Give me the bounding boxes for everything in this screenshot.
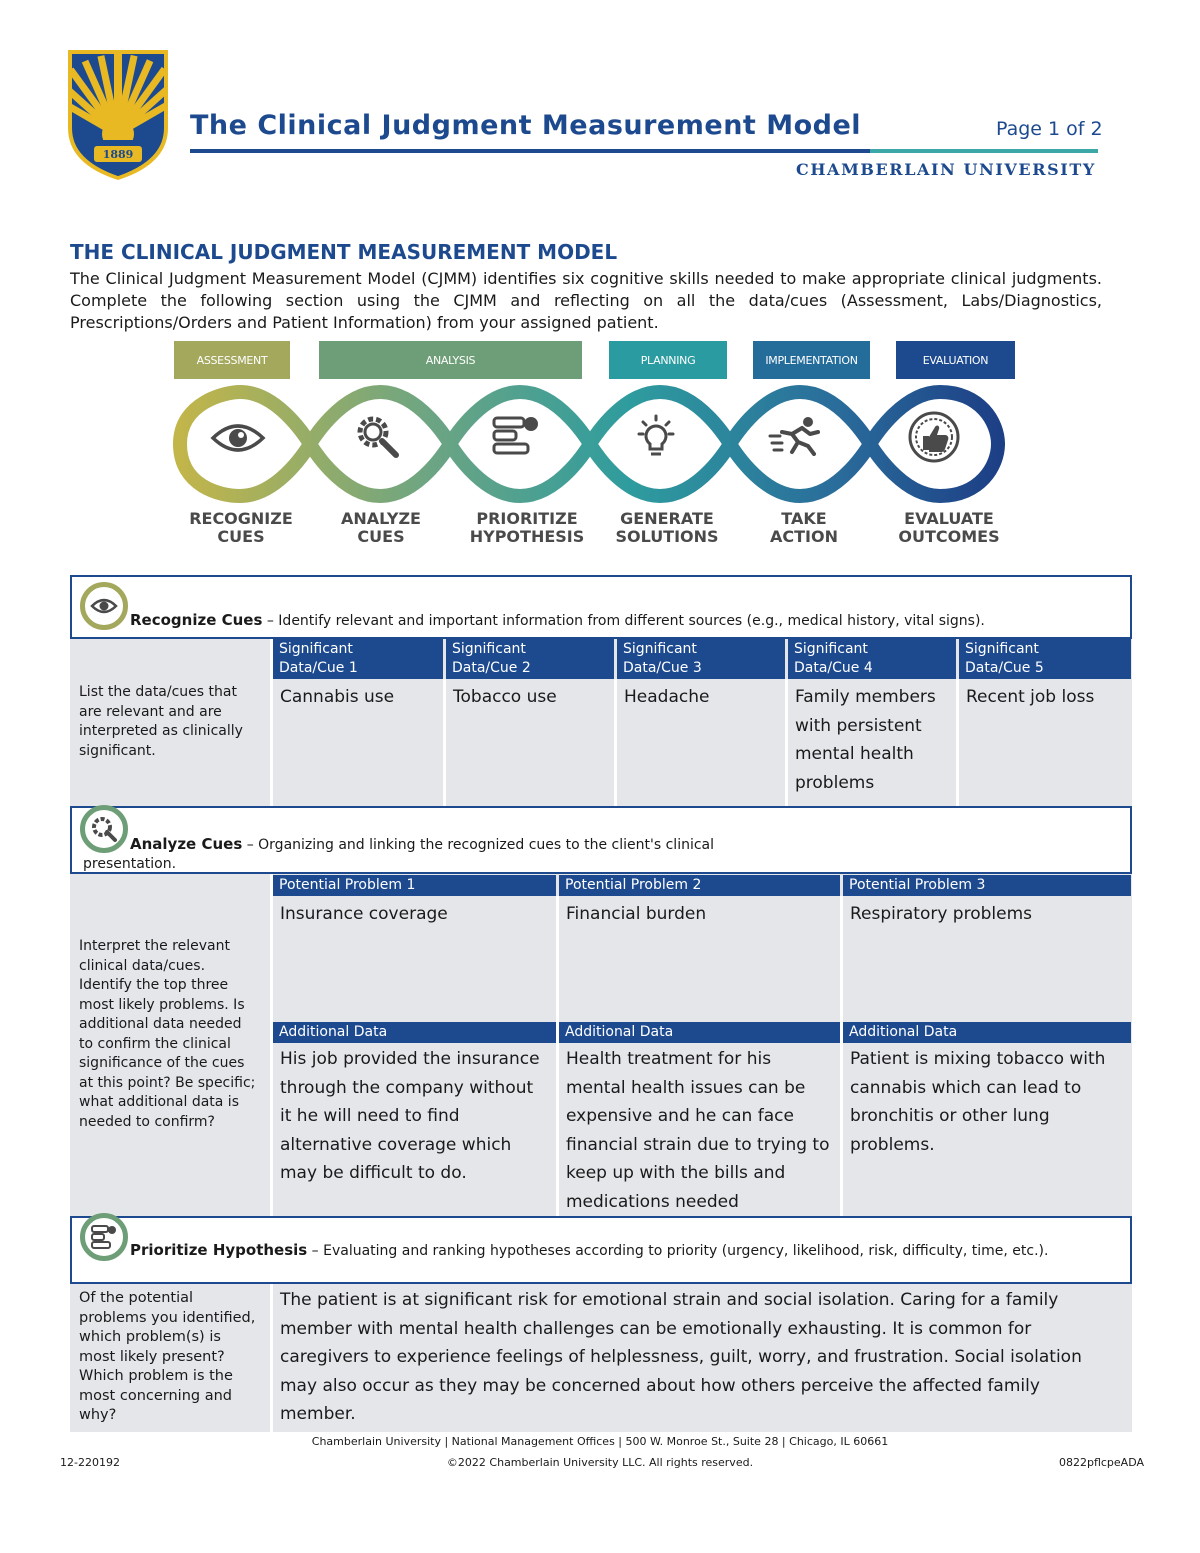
analyze-cues-title: Analyze Cues (130, 835, 243, 853)
problem-1-header: Potential Problem 1 (273, 875, 556, 896)
cue-1-value[interactable]: Cannabis use (273, 681, 443, 714)
cue-4-header: Significant Data/Cue 4 (788, 639, 956, 679)
footer-copyright: ©2022 Chamberlain University LLC. All rights reserved. (446, 1456, 754, 1469)
crest-year: 1889 (102, 148, 134, 161)
ranked-list-icon (492, 416, 540, 456)
phase-planning: PLANNING (609, 341, 727, 379)
phase-assessment: ASSESSMENT (174, 341, 290, 379)
grid-divider (614, 679, 617, 806)
section-heading: THE CLINICAL JUDGMENT MEASUREMENT MODEL (70, 240, 618, 264)
eye-icon (210, 420, 266, 456)
analyze-cues-prompt: Interpret the relevant clinical data/cues. Identify the top three most likely problems. Is additional data needed to confirm the clinical significance of the cues at this point? Be specific; what additional data is needed to confirm? (79, 938, 256, 1130)
eye-icon (90, 597, 118, 615)
additional-data-3-value[interactable]: Patient is mixing tobacco with cannabis which can lead to bronchitis or other lung problems. (843, 1043, 1131, 1161)
grid-divider (956, 679, 959, 806)
intro-paragraph: The Clinical Judgment Measurement Model (CJMM) identifies six cognitive skills needed to make appropriate clinical judgments. Complete the following section using the CJMM and reflecting on all the data/cues (Assessment, Labs/Diagnostics, Prescriptions/Orders and Patient Information) from your assigned patient. (70, 269, 1102, 332)
phase-analysis: ANALYSIS (319, 341, 582, 379)
problem-3-value[interactable]: Respiratory problems (843, 898, 1131, 931)
recognize-cues-title: Recognize Cues (130, 611, 263, 629)
thumbs-up-icon (906, 410, 962, 464)
cue-1-header: Significant Data/Cue 1 (273, 639, 443, 679)
recognize-cues-description: Recognize Cues – Identify relevant and important information from different sources (e.g., medical history, vital signs). (130, 611, 985, 629)
document-title: The Clinical Judgment Measurement Model (190, 110, 862, 141)
problem-1-value[interactable]: Insurance coverage (273, 898, 556, 931)
step-generate-solutions: GENERATE SOLUTIONS (615, 509, 719, 546)
prioritize-hypothesis-prompt: Of the potential problems you identified, which problem(s) is most likely present? Which problem is the most concerning and why? (79, 1290, 256, 1423)
university-crest (66, 48, 170, 182)
problem-2-header: Potential Problem 2 (559, 875, 840, 896)
prioritize-hypothesis-title: Prioritize Hypothesis (130, 1241, 308, 1259)
grid-divider (443, 679, 446, 806)
step-take-action: TAKE ACTION (770, 509, 838, 546)
grid-divider (556, 896, 559, 1216)
prioritize-hypothesis-description: Prioritize Hypothesis – Evaluating and ranking hypotheses according to priority (urgency, likelihood, risk, difficulty, time, etc.). (130, 1241, 1049, 1259)
recognize-cues-badge (80, 582, 128, 630)
cue-2-value[interactable]: Tobacco use (446, 681, 614, 714)
runner-icon (768, 416, 824, 456)
additional-data-2-value[interactable]: Health treatment for his mental health issues can be expensive and he can face financial strain due to trying to keep up with the bills and medications needed (559, 1043, 840, 1218)
additional-data-1-header: Additional Data (273, 1022, 556, 1043)
problem-3-header: Potential Problem 3 (843, 875, 1131, 896)
step-analyze-cues: ANALYZE CUES (341, 509, 421, 546)
gear-magnifier-icon (354, 413, 400, 459)
footer-code-right: 0822pflcpeADA (1058, 1456, 1144, 1469)
university-name: CHAMBERLAIN UNIVERSITY (796, 160, 1096, 179)
footer-code-left: 12-220192 (60, 1456, 120, 1469)
grid-divider (785, 679, 788, 806)
step-recognize-cues: RECOGNIZE CUES (189, 509, 293, 546)
lightbulb-icon (633, 414, 679, 458)
additional-data-3-header: Additional Data (843, 1022, 1131, 1043)
step-prioritize-hypothesis: PRIORITIZE HYPOTHESIS (469, 509, 585, 546)
page-number: Page 1 of 2 (996, 118, 1103, 140)
cue-4-value[interactable]: Family members with persistent mental health problems (788, 681, 956, 799)
phase-implementation: IMPLEMENTATION (753, 341, 870, 379)
prioritize-hypothesis-answer[interactable]: The patient is at significant risk for emotional strain and social isolation. Caring for a family member with mental health challenges can be emotionally exhausting. It is common for caregivers to experience feelings of helplessness, guilt, worry, and frustration. Social isolation may also occur as they may be concerned about how others perceive the affected family member. (280, 1290, 1082, 1424)
cue-3-value[interactable]: Headache (617, 681, 785, 714)
cue-5-value[interactable]: Recent job loss (959, 681, 1131, 714)
cue-5-header: Significant Data/Cue 5 (959, 639, 1131, 679)
cue-3-header: Significant Data/Cue 3 (617, 639, 785, 679)
phase-evaluation: EVALUATION (896, 341, 1015, 379)
header-rule-blue (190, 149, 870, 153)
step-evaluate-outcomes: EVALUATE OUTCOMES (898, 509, 1000, 546)
problem-2-value[interactable]: Financial burden (559, 898, 840, 931)
additional-data-2-header: Additional Data (559, 1022, 840, 1043)
grid-divider (270, 639, 273, 806)
header-rule-teal (870, 149, 1098, 153)
additional-data-1-value[interactable]: His job provided the insurance through the company without it he will need to find alternative coverage which may be difficult to do. (273, 1043, 556, 1190)
clinical-judgment-wave (160, 382, 1020, 512)
cue-2-header: Significant Data/Cue 2 (446, 639, 614, 679)
analyze-cues-description: Analyze Cues – Organizing and linking the recognized cues to the client's clinical presentation. (83, 835, 715, 872)
grid-divider (840, 896, 843, 1216)
recognize-cues-prompt: List the data/cues that are relevant and are interpreted as clinically significant. (79, 684, 243, 759)
footer-address: Chamberlain University | National Management Offices | 500 W. Monroe St., Suite 28 | Chicago, IL 60661 (311, 1435, 889, 1448)
